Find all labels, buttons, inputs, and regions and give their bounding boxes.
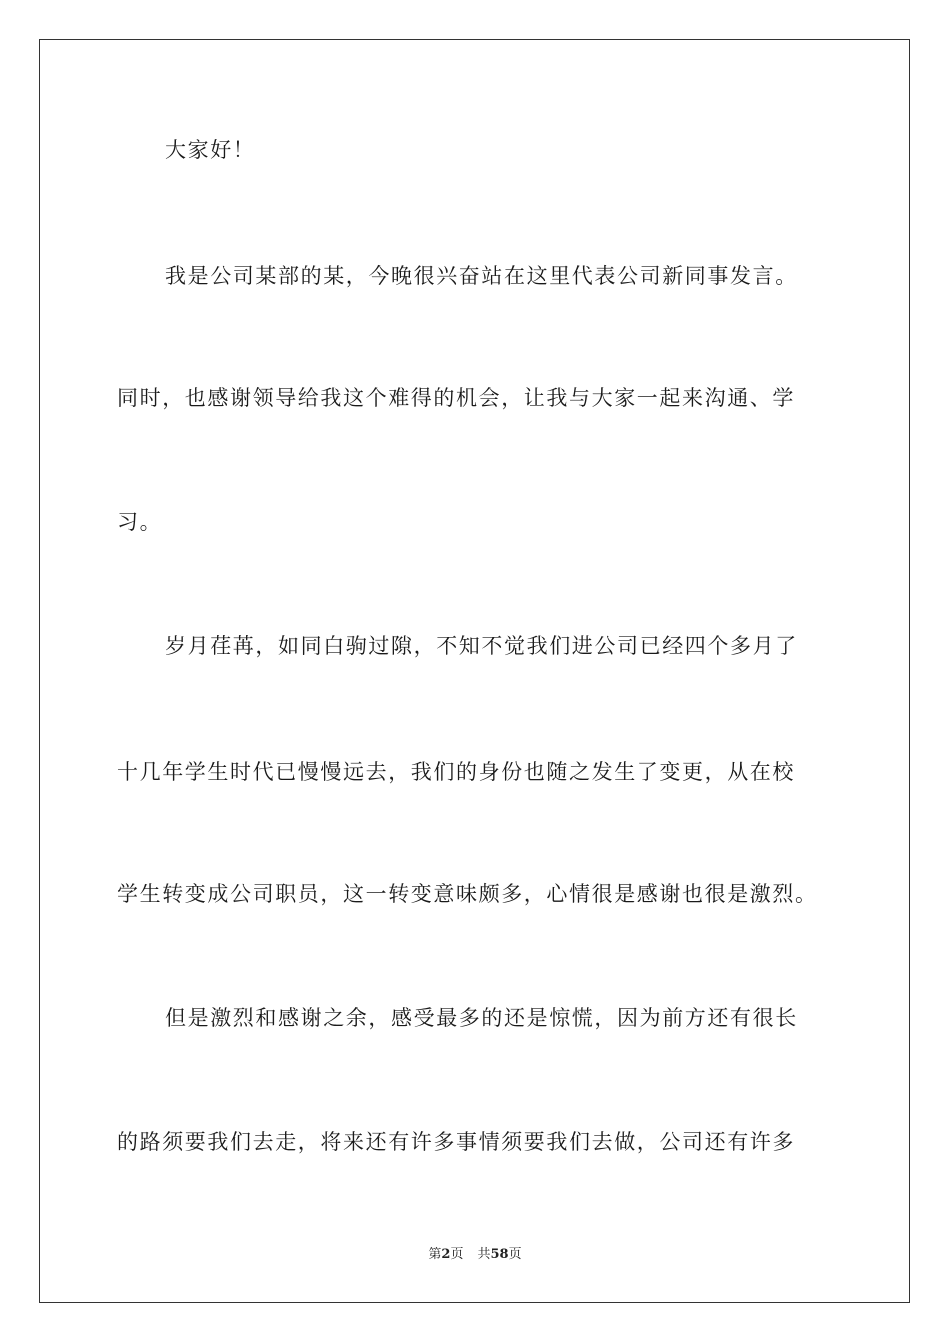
page-label-suffix: 页 [450,1247,464,1262]
paragraph-line-3: 同时，也感谢领导给我这个难得的机会，让我与大家一起来沟通、学 [117,386,795,410]
paragraph-line-4: 习。 [117,510,163,534]
paragraph-line-7: 学生转变成公司职员，这一转变意味颇多，心情很是感谢也很是激烈。 [117,882,818,906]
page-footer [0,1246,950,1264]
paragraph-line-1: 大家好！ [165,138,256,162]
paragraph-line-2: 我是公司某部的某，今晚很兴奋站在这里代表公司新同事发言。 [165,264,798,288]
total-label-suffix: 页 [508,1247,522,1262]
paragraph-line-8: 但是激烈和感谢之余，感受最多的还是惊慌，因为前方还有很长 [165,1006,798,1030]
current-page-number: 2 [441,1247,451,1262]
paragraph-line-6: 十几年学生时代已慢慢远去，我们的身份也随之发生了变更，从在校 [117,760,795,784]
paragraph-line-9: 的路须要我们去走，将来还有许多事情须要我们去做，公司还有许多 [117,1130,795,1154]
page-label-prefix: 第 [428,1247,442,1262]
paragraph-line-5: 岁月荏苒，如同白驹过隙，不知不觉我们进公司已经四个多月了 [165,634,798,658]
page-border [39,39,910,1303]
total-label-prefix: 共 [477,1247,491,1262]
total-pages-number: 58 [490,1247,509,1262]
